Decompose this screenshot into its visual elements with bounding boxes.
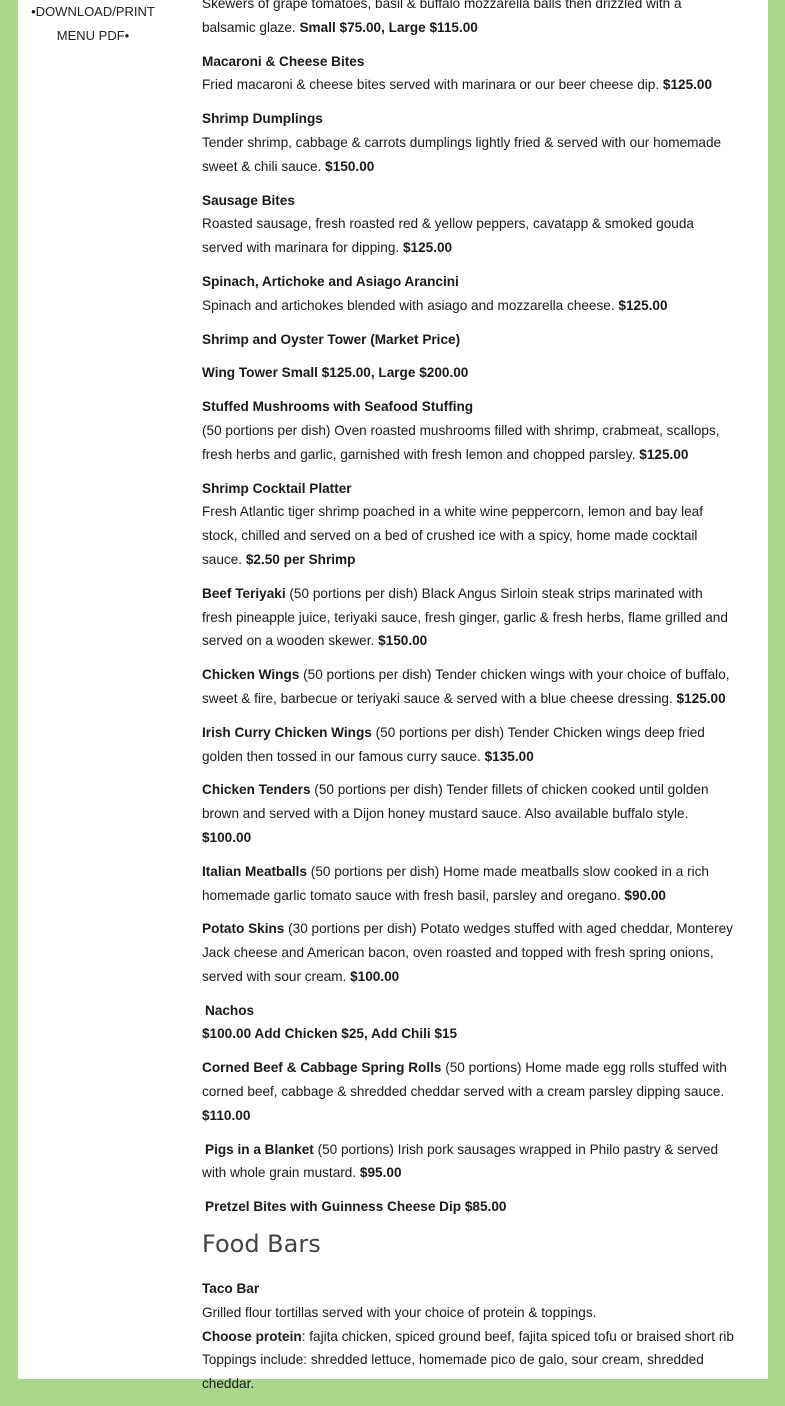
menu-item-potato-skins [202, 917, 734, 988]
menu-item-shrimp-cocktail [202, 477, 734, 572]
download-menu-pdf-link[interactable]: •DOWNLOAD/PRINT MENU PDF• [31, 4, 155, 43]
item-name: Spinach, Artichoke and Asiago Arancini [202, 273, 459, 289]
item-description: Fresh Atlantic tiger shrimp poached in a white wine peppercorn, lemon and bay leaf stock, chilled and served on a bed of crushed ice with a spicy, home made cocktail sauce. [202, 504, 703, 567]
item-description: (30 portions per dish) Potato wedges stuffed with aged cheddar, Monterey Jack cheese and American bacon, oven roasted and topped with fresh spring onions, served with sour cream. [202, 921, 733, 984]
item-description: (50 portions) Irish pork sausages wrapped in Philo pastry & served with whole grain mustard. [202, 1141, 719, 1181]
item-price: $110.00 [202, 1107, 251, 1123]
item-price: $125.00 [676, 690, 726, 706]
item-price: $150.00 [325, 158, 375, 174]
menu-item-curry-wings [202, 721, 734, 769]
item-price: Small $75.00, Large $115.00 [299, 19, 478, 35]
sidebar [18, 0, 168, 48]
choose-protein-label: Choose protein [202, 1328, 302, 1344]
item-price: $100.00 [350, 968, 400, 984]
menu-item-oyster-tower [202, 328, 734, 352]
item-name: Nachos [205, 1002, 255, 1018]
item-description: Spinach and artichokes blended with asiago and mozzarella cheese. [202, 297, 615, 313]
item-name: Chicken Tenders [202, 782, 311, 798]
item-description: (50 portions per dish) Tender Chicken wings deep fried golden then tossed in our famous curry sauce. [202, 724, 705, 764]
item-price: $125.00 [662, 77, 713, 93]
item-price: $100.00 [202, 829, 252, 845]
menu-item-nachos [202, 999, 734, 1047]
item-name: Italian Meatballs [202, 863, 308, 879]
item-name: Pretzel Bites with Guinness Cheese Dip $85.00 [205, 1199, 507, 1215]
menu-item-chicken-tenders [202, 778, 734, 849]
item-description: (50 portions per dish) Black Angus Sirloin steak strips marinated with fresh pineapple juice, teriyaki sauce, fresh ginger, garlic & fresh herbs, flame grilled and served on a wooden skewer. [202, 585, 728, 649]
menu-content [202, 0, 734, 1406]
menu-item-arancini [202, 270, 734, 318]
item-name: Taco Bar [202, 1281, 260, 1297]
menu-item-pigs-blanket [202, 1138, 734, 1186]
menu-item-spring-rolls [202, 1056, 734, 1127]
item-name: Pigs in a Blanket [205, 1141, 314, 1157]
food-bars-heading: Food Bars [202, 1230, 321, 1259]
item-description: Tender shrimp, cabbage & carrots dumplings lightly fried & served with our homemade sweet & chili sauce. [202, 134, 722, 174]
item-name: Shrimp and Oyster Tower (Market Price) [202, 331, 461, 347]
menu-item-caprese [202, 0, 734, 40]
item-name: Chicken Wings [202, 667, 300, 683]
item-name: Sausage Bites [202, 192, 295, 208]
menu-item-stuffed-mushrooms [202, 395, 734, 466]
item-price: $2.50 per Shrimp [245, 551, 356, 567]
item-description: Roasted sausage, fresh roasted red & yellow peppers, cavatapp & smoked gouda served with marinara for dipping. [202, 216, 694, 256]
item-price: $95.00 [359, 1165, 402, 1181]
item-description: Skewers of grape tomatoes, basil & buffalo mozzarella balls then drizzled with a balsamic glaze. [202, 0, 682, 35]
item-description: Grilled flour tortillas served with your choice of protein & toppings. [202, 1304, 597, 1320]
item-name: Macaroni & Cheese Bites [202, 53, 365, 69]
item-price: $135.00 [484, 748, 534, 764]
menu-item-italian-meatballs [202, 860, 734, 908]
menu-item-sausage-bites [202, 189, 734, 260]
item-name: Wing Tower Small $125.00, Large $200.00 [202, 365, 469, 381]
item-description: (50 portions) Home made egg rolls stuffed with corned beef, cabbage & shredded cheddar served with a cream parsley dipping sauce. [202, 1060, 727, 1100]
item-name: Beef Teriyaki [202, 585, 286, 601]
choose-protein-description: : fajita chicken, spiced ground beef, fajita spiced tofu or braised short rib Toppings include: shredded lettuce, homemade pico de galo, sour cream, shredded cheddar. [202, 1328, 734, 1392]
item-price: $125.00 [639, 446, 689, 462]
item-description: (50 portions per dish) Home made meatballs slow cooked in a rich homemade garlic tomato sauce with fresh basil, parsley and oregano. [202, 863, 709, 903]
item-name: Shrimp Dumplings [202, 111, 323, 127]
item-price: $125.00 [618, 297, 668, 313]
menu-item-chicken-wings [202, 663, 734, 711]
item-description: (50 portions per dish) Oven roasted mushrooms filled with shrimp, crabmeat, scallops, fresh herbs and garlic, garnished with fresh lemon and chopped parsley. [202, 422, 720, 462]
menu-item-mac-cheese [202, 50, 734, 98]
item-name: Corned Beef & Cabbage Spring Rolls [202, 1060, 442, 1076]
item-price: $150.00 [378, 633, 428, 649]
item-name: Shrimp Cocktail Platter [202, 480, 352, 496]
item-description: (50 portions per dish) Tender fillets of chicken cooked until golden brown and served with a Dijon honey mustard sauce. Also available buffalo style. [202, 782, 709, 822]
item-price: $100.00 Add Chicken $25, Add Chili $15 [202, 1026, 458, 1042]
item-name: Potato Skins [202, 921, 285, 937]
menu-item-wing-tower [202, 361, 734, 385]
menu-item-shrimp-dumplings [202, 107, 734, 178]
item-price: $90.00 [624, 887, 666, 903]
item-name: Stuffed Mushrooms with Seafood Stuffing [202, 399, 474, 415]
menu-item-beef-teriyaki [202, 582, 734, 653]
item-description: Fried macaroni & cheese bites served with marinara or our beer cheese dip. [202, 77, 660, 93]
item-price: $125.00 [402, 240, 453, 256]
item-name: Irish Curry Chicken Wings [202, 724, 372, 740]
menu-item-taco-bar [202, 1277, 734, 1396]
item-description: (50 portions per dish) Tender chicken wings with your choice of buffalo, sweet & fire, barbecue or teriyaki sauce & served with a blue cheese dressing. [202, 667, 730, 706]
menu-item-pretzel-bites [202, 1195, 734, 1219]
